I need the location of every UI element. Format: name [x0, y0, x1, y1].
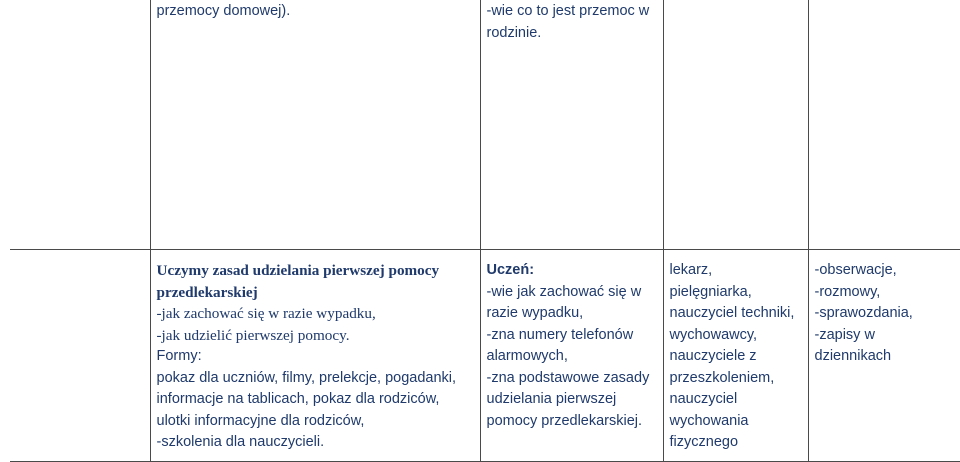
text-line: pomocy przedlekarskiej. [486, 412, 643, 429]
table-cell-content [150, 250, 480, 462]
text-line: razie wypadku, [486, 305, 584, 321]
table-cell-content [150, 0, 480, 250]
text-line: -jak udzielić pierwszej pomocy. [156, 326, 350, 344]
text-line: alarmowych, [486, 348, 568, 364]
text-line: nauczyciel techniki, [669, 305, 795, 321]
table-row [10, 250, 960, 462]
text-line: -zna podstawowe zasady [486, 369, 650, 386]
text-line: ulotki informacyjne dla rodziców, [156, 412, 365, 429]
table-cell-responsible [663, 0, 808, 250]
text-line: -wie co to jest przemoc w [486, 3, 650, 19]
table-cell-empty [10, 250, 150, 462]
text-line: -rozmowy, [814, 283, 881, 300]
table-cell-responsible [663, 250, 808, 462]
text-line: nauczyciel [669, 391, 738, 407]
table-cell-empty [10, 0, 150, 250]
text-line: rodzinie. [486, 24, 542, 41]
student-label: Uczeń: [486, 262, 535, 278]
text-line: -zna numery telefonów [486, 326, 634, 343]
text-line: przeszkoleniem, [669, 369, 775, 386]
text-line: -wie jak zachować się w [486, 283, 642, 300]
text-line: -sprawozdania, [814, 305, 913, 321]
text-line: -szkolenia dla nauczycieli. [156, 434, 325, 450]
table-row [10, 0, 960, 250]
text-line: -jak zachować się w razie wypadku, [156, 305, 376, 322]
text-line: informacje na tablicach, pokaz dla rodziców, [156, 391, 440, 407]
table-cell-evaluation [808, 250, 960, 462]
text-line: pielęgniarka, [669, 283, 752, 300]
text-line: -zapisy w [814, 326, 875, 343]
text-line: nauczyciele z [669, 348, 757, 364]
section-heading: Uczymy zasad udzielania pierwszej pomocy [156, 262, 440, 279]
text-line: lekarz, [669, 262, 713, 278]
table-cell-outcome [480, 0, 663, 250]
formy-label: Formy: [156, 348, 202, 364]
text-line: udzielania pierwszej [486, 391, 617, 407]
table-cell-outcome [480, 250, 663, 462]
text-line: wychowawcy, [669, 326, 758, 343]
text-line: fizycznego [669, 434, 739, 450]
plan-table [10, 0, 960, 462]
text-line: wychowania [669, 412, 749, 429]
text-line: pokaz dla uczniów, filmy, prelekcje, pogadanki, [156, 369, 457, 386]
table-cell-evaluation [808, 0, 960, 250]
section-heading: przedlekarskiej [156, 283, 258, 301]
text-line: przemocy domowej). [156, 3, 291, 19]
text-line: dziennikach [814, 348, 892, 364]
text-line: -obserwacje, [814, 262, 897, 278]
